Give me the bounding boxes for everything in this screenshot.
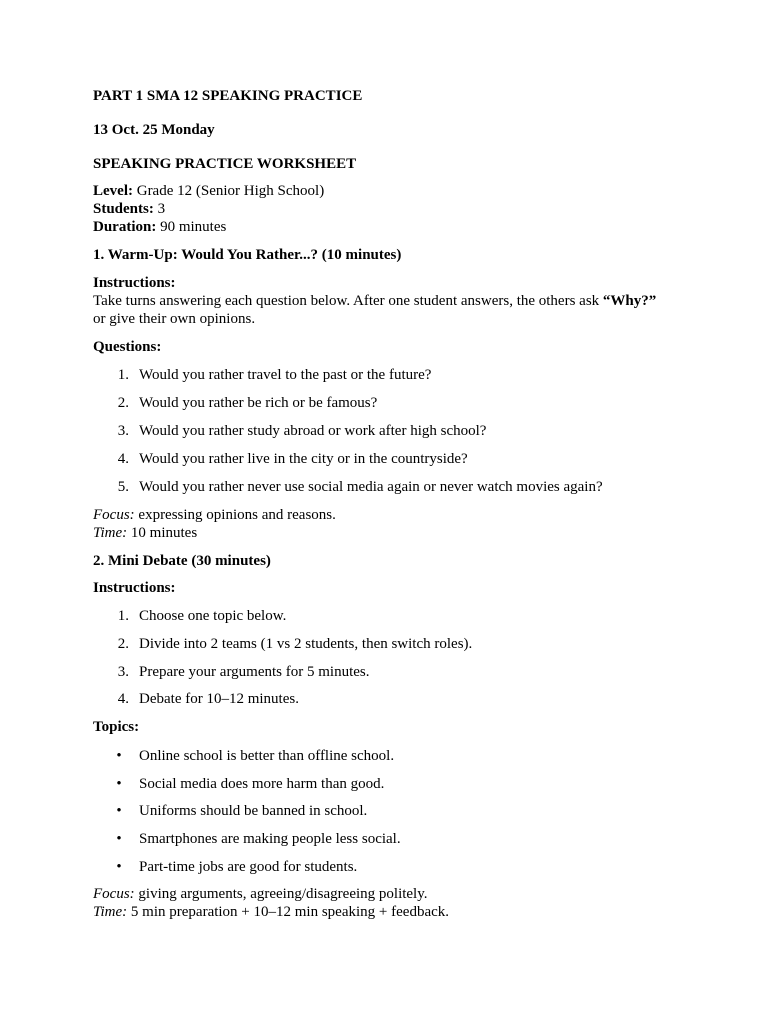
list-item-number: 4.: [117, 691, 129, 707]
section1-instructions-line2: or give their own opinions.: [93, 311, 256, 327]
list-item-number: 1.: [117, 367, 129, 383]
section1-focus-label: Focus:: [93, 507, 135, 523]
list-item: Smartphones are making people less social.: [139, 831, 401, 847]
document-title: PART 1 SMA 12 SPEAKING PRACTICE: [93, 88, 363, 104]
list-item: Prepare your arguments for 5 minutes.: [139, 664, 370, 680]
list-item: Debate for 10–12 minutes.: [139, 691, 299, 707]
list-item: Uniforms should be banned in school.: [139, 803, 368, 819]
section2-topics-label: Topics:: [93, 719, 140, 735]
section2-focus: [93, 885, 428, 903]
list-item: Part-time jobs are good for students.: [139, 859, 358, 875]
worksheet-title: SPEAKING PRACTICE WORKSHEET: [93, 156, 357, 172]
meta-duration-value: 90 minutes: [156, 219, 227, 235]
section1-time-label: Time:: [93, 525, 128, 541]
list-item: Would you rather live in the city or in the countryside?: [139, 451, 468, 467]
list-item: Online school is better than offline school.: [139, 748, 395, 764]
section1-instructions-label: Instructions:: [93, 275, 176, 291]
list-item: Would you rather travel to the past or the future?: [139, 367, 432, 383]
document-date: 13 Oct. 25 Monday: [93, 122, 215, 138]
list-item: Divide into 2 teams (1 vs 2 students, then switch roles).: [139, 636, 473, 652]
section2-time-text: 5 min preparation + 10–12 min speaking + feedback.: [127, 904, 450, 920]
list-item-number: 2.: [117, 636, 129, 652]
section1-focus-text: expressing opinions and reasons.: [134, 507, 336, 523]
list-item: Social media does more harm than good.: [139, 776, 385, 792]
section2-heading: 2. Mini Debate (30 minutes): [93, 553, 271, 569]
bullet-icon: •: [116, 831, 122, 847]
list-item-number: 3.: [117, 423, 129, 439]
list-item: Choose one topic below.: [139, 608, 287, 624]
list-item: Would you rather study abroad or work after high school?: [139, 423, 487, 439]
meta-duration: [93, 218, 226, 236]
section2-time: [93, 903, 449, 921]
section2-focus-text: giving arguments, agreeing/disagreeing politely.: [134, 886, 428, 902]
section1-focus: [93, 506, 336, 524]
section1-questions-label: Questions:: [93, 339, 162, 355]
bullet-icon: •: [116, 776, 122, 792]
section1-time-text: 10 minutes: [127, 525, 198, 541]
meta-level-value: Grade 12 (Senior High School): [132, 183, 325, 199]
section1-instructions-line1: [93, 292, 656, 310]
section2-instructions-label: Instructions:: [93, 580, 176, 596]
list-item-number: 4.: [117, 451, 129, 467]
section1-heading: 1. Warm-Up: Would You Rather...? (10 minutes): [93, 247, 402, 263]
section2-focus-label: Focus:: [93, 886, 135, 902]
section2-time-label: Time:: [93, 904, 128, 920]
bullet-icon: •: [116, 859, 122, 875]
section1-instructions-emphasis: “Why?”: [602, 293, 657, 309]
list-item-number: 3.: [117, 664, 129, 680]
list-item-number: 2.: [117, 395, 129, 411]
list-item-number: 1.: [117, 608, 129, 624]
bullet-icon: •: [116, 803, 122, 819]
meta-level-label: Level:: [93, 183, 133, 199]
list-item: Would you rather be rich or be famous?: [139, 395, 378, 411]
meta-students: [93, 200, 165, 218]
meta-students-value: 3: [153, 201, 166, 217]
meta-duration-label: Duration:: [93, 219, 157, 235]
section1-time: [93, 524, 197, 542]
section1-instructions-text: Take turns answering each question below. After one student answers, the others ask: [93, 293, 603, 309]
list-item: Would you rather never use social media again or never watch movies again?: [139, 479, 603, 495]
list-item-number: 5.: [117, 479, 129, 495]
meta-students-label: Students:: [93, 201, 154, 217]
meta-level: [93, 182, 324, 200]
bullet-icon: •: [116, 748, 122, 764]
